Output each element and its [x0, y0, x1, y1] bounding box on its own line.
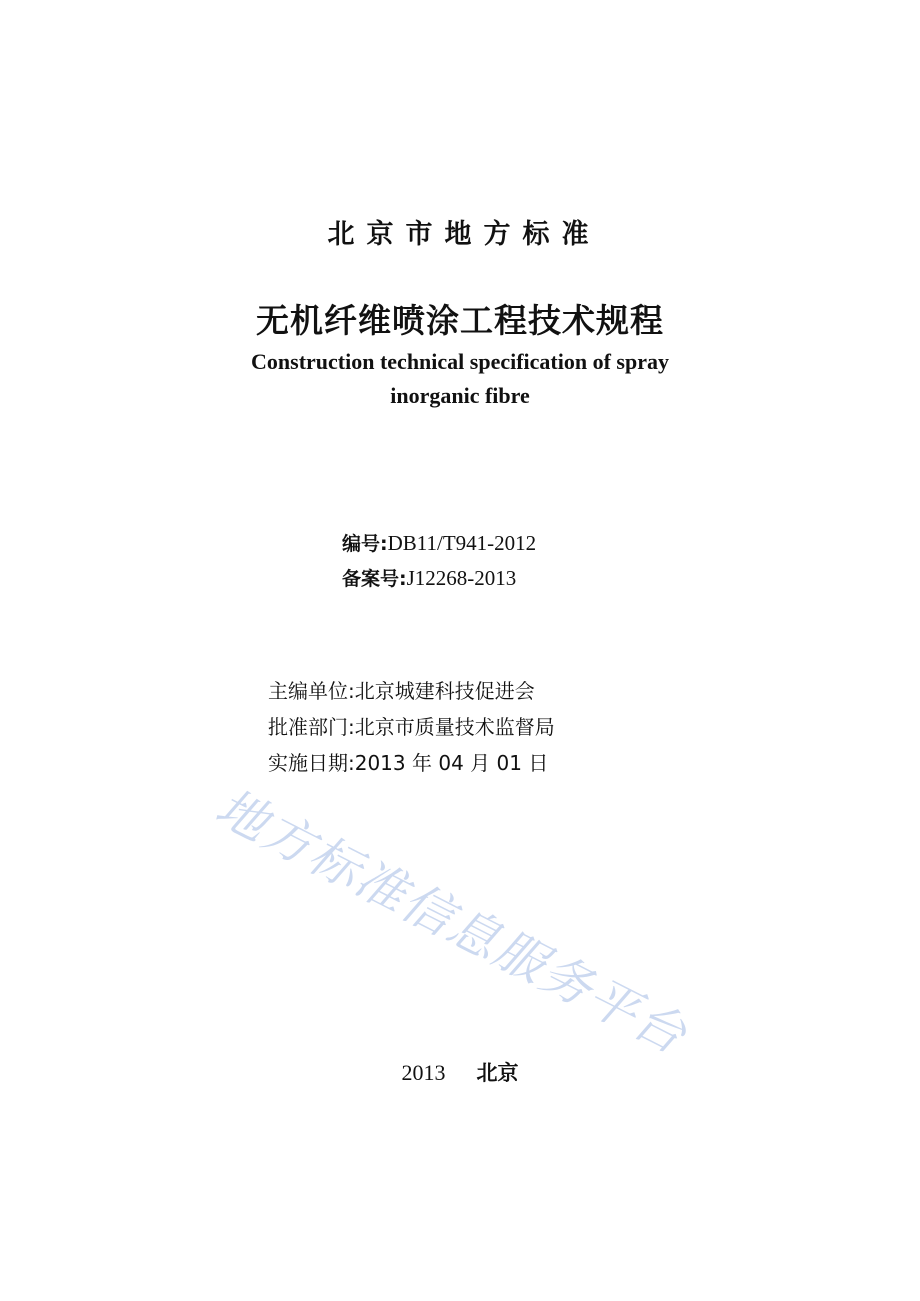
publication-info: [268, 673, 555, 781]
effective-date: 实施日期:2013 年 04 月 01 日: [268, 751, 549, 775]
document-title-chinese: 无机纤维喷涂工程技术规程: [256, 301, 664, 340]
standard-number-value: DB11/T941-2012: [387, 531, 537, 555]
record-number-label: 备案号:: [342, 568, 407, 590]
footer-year: 2013: [401, 1060, 446, 1085]
document-title-english: [0, 345, 920, 413]
publication-footer: [0, 1057, 920, 1087]
standard-number-row: [342, 526, 536, 561]
standard-codes: [342, 526, 536, 596]
approving-department: 批准部门:北京市质量技术监督局: [268, 715, 555, 739]
title-english-line-1: Construction technical specification of spray: [251, 349, 669, 374]
standard-series-heading: 北京市地方标准: [327, 219, 601, 250]
record-number-value: J12268-2013: [406, 566, 517, 590]
title-english-line-2: inorganic fibre: [390, 383, 530, 408]
standard-number-label: 编号:: [342, 533, 388, 555]
footer-city: 北京: [476, 1061, 519, 1085]
record-number-row: [342, 561, 536, 596]
chief-editor-unit: 主编单位:北京城建科技促进会: [268, 679, 535, 703]
watermark-text: 地方标准信息服务平台: [206, 777, 697, 1066]
